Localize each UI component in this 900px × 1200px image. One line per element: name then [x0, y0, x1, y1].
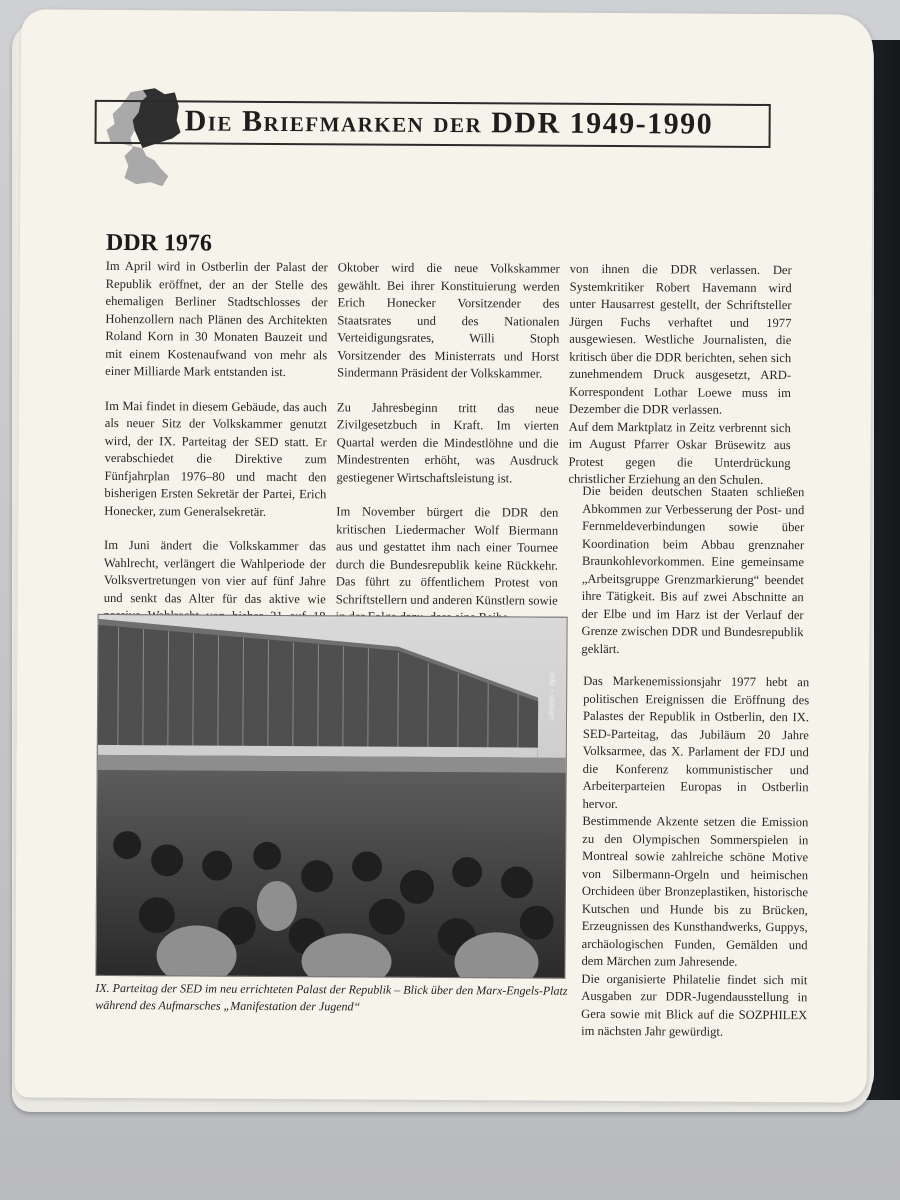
photo-caption: IX. Parteitag der SED im neu errichteten Palast der Republik – Blick über den Marx-Engels-Platz während des Aufmarsches „Manifestation der Jugend“: [95, 980, 568, 1014]
paragraph: Im November bürgert die DDR den kritischen Liedermacher Wolf Biermann aus und gestattet ihm nach einer Tournee durch die Bundesrepublik keine Rückkehr. Das führt zu öffentlichem Protest von Schriftstellern und anderen Künstlern sowie: [335, 504, 559, 608]
text-column-3-middle: [581, 483, 804, 676]
paragraph: Im Juni ändert die Volkskammer das Wahlrecht, verlängert die Wahlperiode der Volksvertretungen von vier auf fünf Jahre und senkt das Alter für das aktive wie: [103, 537, 327, 606]
paragraph: von ihnen die DDR verlassen. Der Systemkritiker Robert Havemann wird unter Hausarrest gestellt, der Schriftsteller Jürgen Fuchs verhaftet und 1977 ausgewiesen. Westliche Journalisten, die kritisch über die DDR berichten, sehen sich zunehmendem Druck ausgesetzt, ARD-Korrespondent Lothar Loewe muss im Dezember die DDR verlassen.: [568, 261, 792, 417]
paragraph: Bestimmende Akzente setzen die Emission zu den Olympischen Sommerspielen in Montreal sowie zahlreiche schöne Motive von Silbermann-Orgeln und heimischen Orchideen über Bronzeplastiken, historische Kutschen und Hunde bis zu Brücken, Erzeugnissen des Kunsthandwerks, Guppys, archäologischen Funden, Gemälden und dem Märchen zum Jahresende.: [581, 813, 809, 969]
paragraph: Auf dem Marktplatz in Zeitz verbrennt sich im August Pfarrer Oskar Brüsewitz aus Protest gegen die Unterdrückung christlicher Erziehung an den Schulen.: [568, 419, 791, 487]
palace-crowd-photo: [96, 615, 567, 979]
text-column-3-top: [568, 261, 791, 507]
text-column-3-bottom: [581, 673, 809, 1042]
paragraph: Das Markenemissionsjahr 1977 hebt an politischen Ereignissen die Eröffnung des Palastes der Republik in Ostberlin, den IX. SED-Parteitag, das Jubiläum 20 Jahre Volksarmee, das X. Parlament der FDJ und die Konferenz kommunistischer und Arbeiterparteien Europas in Ostberlin hervor.: [582, 673, 810, 811]
paragraph: Im April wird in Ostberlin der Palast der Republik eröffnet, der an der Stelle des ehemaligen Berliner Stadtschlosses der Hohenzollern nach Plänen des Architekten Roland Korn in 30 Monaten Bauzeit und mit einem Kostenaufwand von mehr als einer Milliarde Mark entstanden ist.: [105, 258, 328, 380]
album-page: [15, 9, 874, 1102]
photo-credit: ullstein – dpa: [547, 672, 557, 720]
event-photo: [95, 614, 567, 979]
text-column-1: [103, 258, 327, 643]
paragraph: Im Mai findet in diesem Gebäude, das auch als neuer Sitz der Volkskammer genutzt wird, der IX. Parteitag der SED statt. Er verabschiedet die Direktive zum Fünfjahrplan 1976–80 und macht den bisherigen Ersten Sekretär der Partei, Erich Honecker, zum Generalsekretär.: [104, 398, 327, 519]
page-title: Die Briefmarken der DDR 1949-1990: [184, 104, 714, 141]
paragraph: Die organisierte Philatelie findet sich mit Ausgaben zur DDR-Jugendausstellung in Gera sowie mit Blick auf die SOZPHILEX im nächsten Jahr gewürdigt.: [581, 971, 808, 1039]
section-title: DDR 1976: [105, 229, 212, 257]
text-column-2: [336, 259, 560, 627]
paragraph: Die beiden deutschen Staaten schließen Abkommen zur Verbesserung der Post- und Fernmeldeverbindungen sowie über Koordination beim Abbau grenznaher Braunkohlevorkommen. Eine gemeinsame „Arbeitsgruppe Grenzmarkierung“ beendet ihre Tätigkeit. Bis auf zwei Abschnitte an der Elbe und im Harz ist der Verlauf der Grenze zwischen DDR und Bundesrepublik geklärt.: [581, 483, 805, 656]
paragraph: Zu Jahresbeginn tritt das neue Zivilgesetzbuch in Kraft. Im vierten Quartal werden die Mindestlöhne und die Mindestrenten erhöht, was Ausdruck gestiegener Wirtschaftsleistung ist.: [336, 399, 559, 485]
paragraph: Oktober wird die neue Volkskammer gewählt. Bei ihrer Konstituierung werden Erich Honecker Vorsitzender des Staatsrates und des Nationalen Verteidigungsrates, Willi Stoph Vorsitzender des Ministerrats und Horst Sindermann Präsident der Volkskammer.: [337, 260, 560, 381]
